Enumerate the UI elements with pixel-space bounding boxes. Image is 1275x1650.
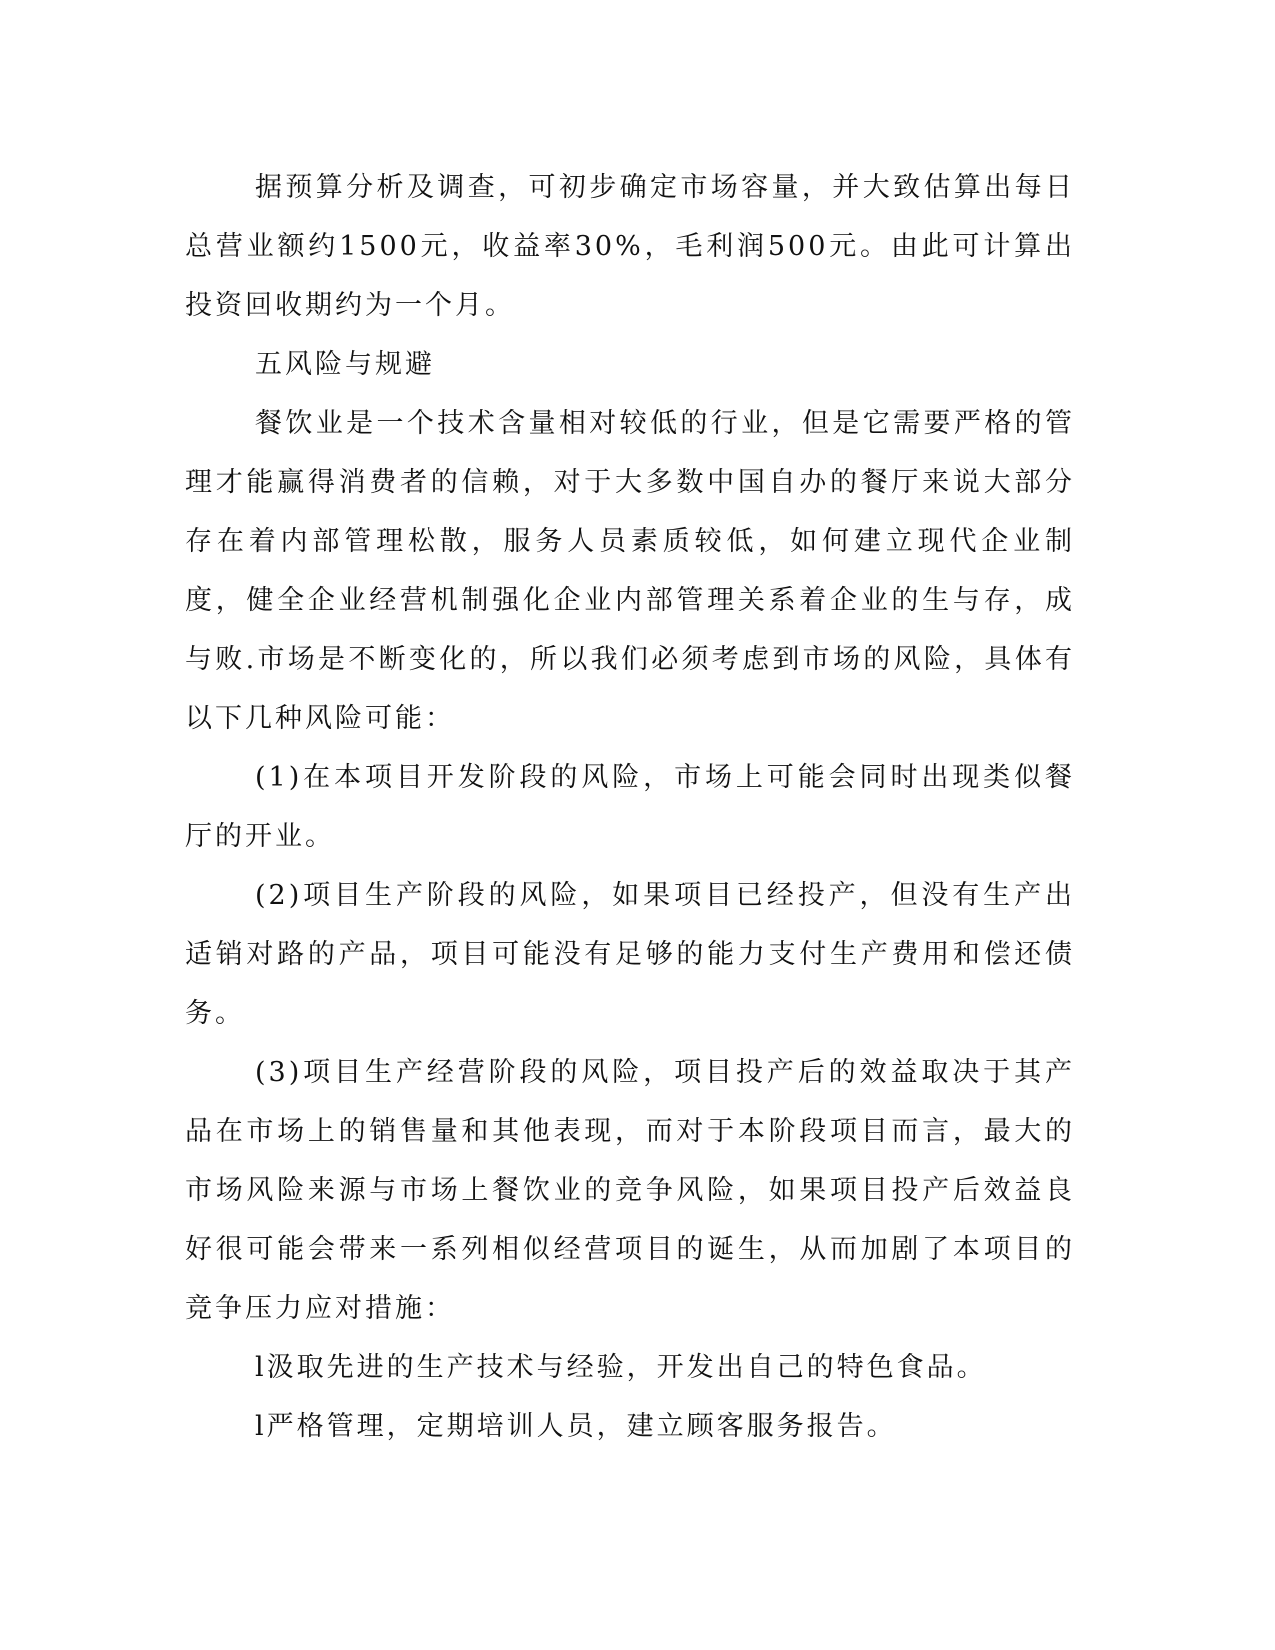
document-body xyxy=(185,158,1075,1456)
list-item-risk-3: (3)项目生产经营阶段的风险，项目投产后的效益取决于其产品在市场上的销售量和其他表现，而对于本阶段项目而言，最大的市场风险来源与市场上餐饮业的竞争风险，如果项目投产后效益良好很可能会带来一系列相似经营项目的诞生，从而加剧了本项目的竞争压力应对措施： xyxy=(185,1057,1075,1324)
measure-item-1: l汲取先进的生产技术与经验，开发出自己的特色食品。 xyxy=(255,1352,987,1383)
section-heading-risk: 五风险与规避 xyxy=(255,349,435,380)
paragraph-investment-payback: 据预算分析及调查，可初步确定市场容量，并大致估算出每日总营业额约1500元，收益率30%，毛利润500元。由此可计算出投资回收期约为一个月。 xyxy=(185,172,1075,321)
list-item-risk-1: (1)在本项目开发阶段的风险，市场上可能会同时出现类似餐厅的开业。 xyxy=(185,762,1075,852)
paragraph-risk-overview: 餐饮业是一个技术含量相对较低的行业，但是它需要严格的管理才能赢得消费者的信赖，对于大多数中国自办的餐厅来说大部分存在着内部管理松散，服务人员素质较低，如何建立现代企业制度，健全企业经营机制强化企业内部管理关系着企业的生与存，成与败.市场是不断变化的，所以我们必须考虑到市场的风险，具体有以下几种风险可能： xyxy=(185,408,1075,734)
measure-item-2: l严格管理，定期培训人员，建立顾客服务报告。 xyxy=(255,1411,897,1442)
list-item-risk-2: (2)项目生产阶段的风险，如果项目已经投产，但没有生产出适销对路的产品，项目可能没有足够的能力支付生产费用和偿还债务。 xyxy=(185,880,1075,1029)
